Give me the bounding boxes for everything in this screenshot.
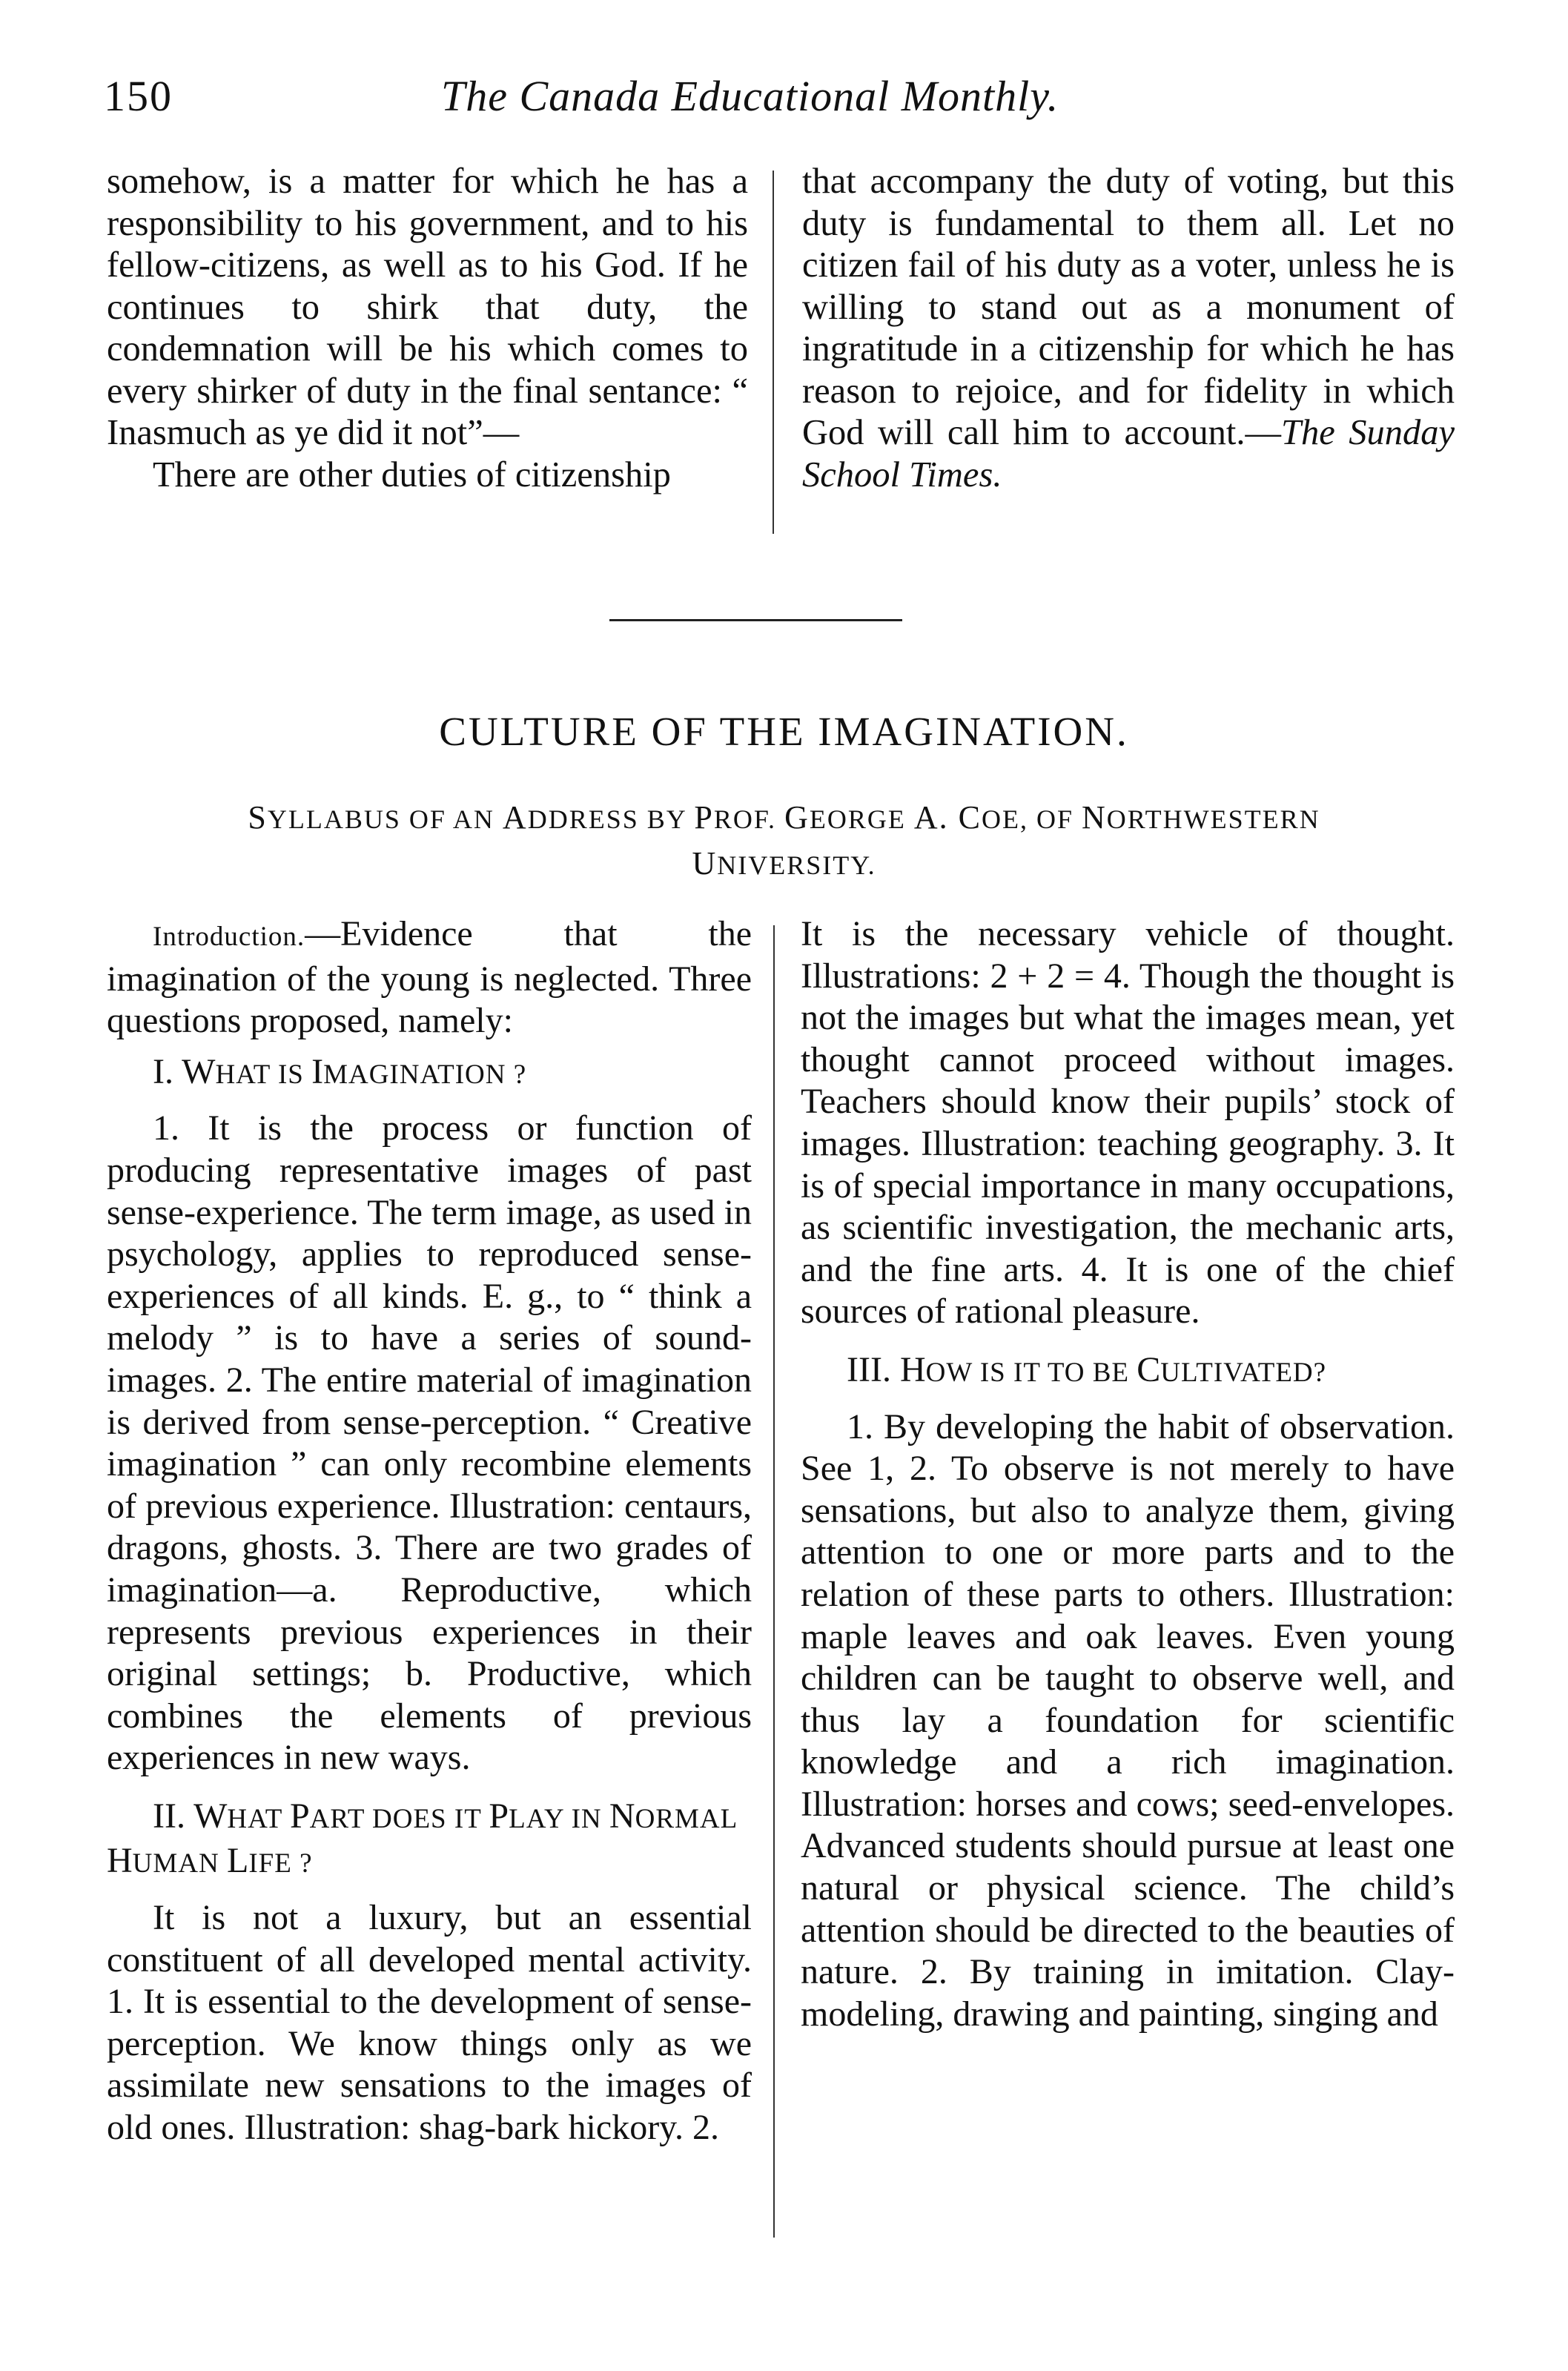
section-heading-3	[801, 1349, 1455, 1395]
byline-cap: N	[1081, 799, 1107, 836]
section-heading-1	[153, 1051, 752, 1097]
article-left-column	[107, 913, 752, 2149]
byline-line	[104, 796, 1464, 841]
heading-small-caps: ART DOES IT	[309, 1803, 489, 1834]
heading-number: III.	[847, 1349, 900, 1389]
heading-number: II.	[153, 1796, 194, 1836]
introduction-text: —Evidence that the imagination of the young is neglected. Three questions proposed, namely:	[107, 914, 752, 1041]
column-divider	[773, 171, 774, 534]
heading-cap: I	[311, 1051, 324, 1091]
byline-cap: A. C	[913, 799, 982, 836]
byline-small-caps: ORTHWESTERN	[1106, 804, 1320, 834]
source-citation: The Sunday School Times.	[802, 413, 1455, 495]
heading-small-caps: MAGINATION ?	[323, 1059, 527, 1090]
section-2-continued-text: It is the necessary vehicle of thought. Illustrations: 2 + 2 = 4. Though the thought is not the images but what the images mean, yet thought cannot proceed without images. Teachers should know their pupils’ stock of images. Illustration: teaching geography. 3. It is of special importance in many occupations, as scientific investigation, the mechanic arts, and the fine arts. 4. It is one of the chief sources of rational pleasure.	[801, 914, 1455, 1332]
section-1-text: 1. It is the process or function of producing representative images of past sense-experience. The term image, as used in psychology, applies to reproduced sense-experiences of all kinds. E. g., to “ think a melody ” is to have a series of sound-images. 2. The entire material of imagination is derived from sense-perception. “ Creative imagination ” can only recombine elements of previous experience. Illustration: centaurs, dragons, ghosts. 3. There are two grades of imagination—a. Reproductive, which represents previous experiences in their original settings; b. Productive, which combines the elements of previous experiences in new ways.	[107, 1108, 752, 1778]
running-title: The Canada Educational Monthly.	[441, 72, 1059, 120]
heading-small-caps: OW IS IT TO BE	[925, 1357, 1137, 1388]
previous-article-left-column	[107, 161, 748, 496]
section-3-text: 1. By developing the habit of observation. See 1, 2. To observe is not merely to have sensations, but also to analyze them, giving attention to one or more parts and to the relation of these parts to others. Illustration: maple leaves and oak leaves. Even young children can be taught to observe well, and thus lay a foundation for scientific knowledge and a rich imagination. Illustration: horses and cows; seed-envelopes. Advanced students should pursue at least one natural or physical science. The child’s attention should be directed to the beauties of nature. 2. By training in imitation. Clay-modeling, drawing and painting, singing and	[801, 1406, 1455, 2034]
byline-small-caps: DDRESS BY	[527, 804, 695, 834]
heading-cap: H	[107, 1841, 133, 1881]
byline-cap: A	[502, 799, 528, 836]
heading-small-caps: UMAN	[132, 1848, 227, 1879]
heading-small-caps: LAY IN	[509, 1803, 609, 1834]
heading-small-caps: ULTIVATED?	[1160, 1357, 1327, 1388]
heading-cap: C	[1137, 1349, 1161, 1389]
byline-small-caps: EORGE	[809, 804, 914, 834]
byline-small-caps: NIVERSITY.	[717, 850, 876, 880]
heading-small-caps: IFE ?	[248, 1848, 313, 1879]
heading-small-caps: HAT IS	[215, 1059, 312, 1090]
heading-cap: P	[289, 1796, 310, 1836]
byline-cap: P	[694, 799, 714, 836]
byline-cap: G	[784, 799, 810, 836]
introduction-label: Introduction.	[153, 922, 305, 952]
introduction-paragraph	[107, 913, 752, 1042]
byline-small-caps: YLLABUS OF AN	[267, 804, 503, 834]
heading-small-caps: ORMAL	[635, 1803, 737, 1834]
column-divider	[773, 925, 775, 2238]
byline-small-caps: OE, OF	[981, 804, 1082, 834]
section-heading-2	[107, 1796, 752, 1885]
article-title: CULTURE OF THE IMAGINATION.	[439, 709, 1129, 754]
article-byline	[104, 796, 1464, 887]
section-2-text: It is not a luxury, but an essential constituent of all developed mental activity. 1. It is essential to the development of sense-perception. We know things only as we assimilate new sensations to the images of old ones. Illustration: shag-bark hickory. 2.	[107, 1898, 752, 2148]
byline-line	[104, 841, 1464, 887]
heading-cap: H	[899, 1349, 926, 1389]
paragraph: There are other duties of citizenship	[153, 454, 671, 495]
byline-cap: S	[248, 799, 268, 836]
heading-cap: W	[193, 1796, 228, 1836]
page-header	[104, 71, 1453, 130]
paragraph-text: that accompany the duty of voting, but this duty is fundamental to them all. Let no citizen fail of his duty as a voter, unless he is willing to stand out as a monument of ingratitude in a citizenship for which he has reason to rejoice, and for fidelity in which God will call him to account.—	[802, 162, 1455, 452]
byline-small-caps: ROF.	[713, 804, 785, 834]
heading-small-caps: HAT	[227, 1803, 290, 1834]
paragraph	[802, 161, 1455, 496]
heading-cap: L	[226, 1841, 249, 1881]
article-right-column	[801, 913, 1455, 2035]
paragraph: somehow, is a matter for which he has a responsibility to his government, and to his fellow-citizens, as well as to his God. If he continues to shirk that duty, the condemnation will be his which comes to every shirker of duty in the final sentance: “ Inasmuch as ye did it not”—	[107, 162, 748, 452]
previous-article-right-column	[802, 161, 1455, 496]
page-number: 150	[104, 72, 173, 120]
heading-number: I.	[153, 1051, 182, 1091]
heading-cap: W	[182, 1051, 216, 1091]
heading-cap: N	[609, 1796, 635, 1836]
article-separator-rule	[609, 619, 902, 621]
byline-cap: U	[692, 845, 718, 882]
heading-cap: P	[489, 1796, 509, 1836]
